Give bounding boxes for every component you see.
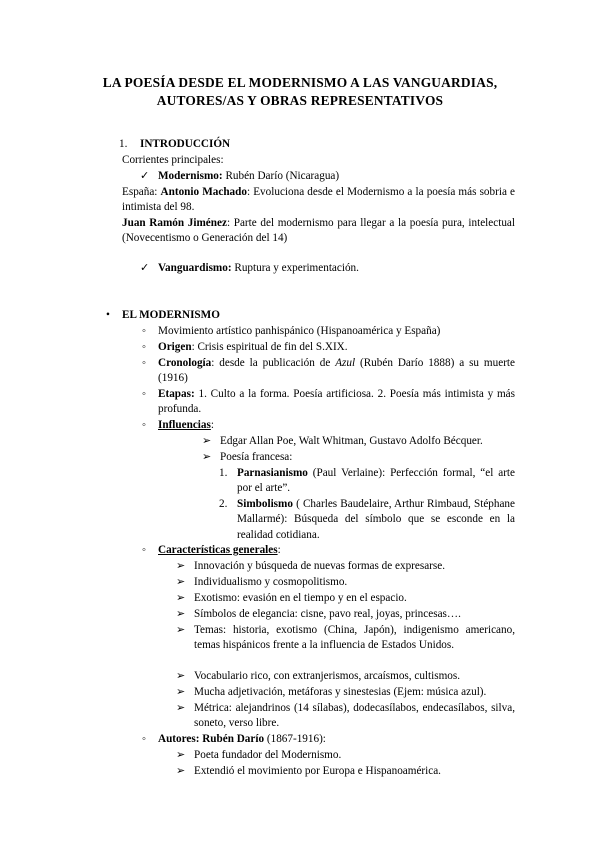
- arrow-bullet-icon: ➢: [202, 435, 212, 447]
- circle-bullet-icon: ◦: [142, 388, 146, 400]
- cronologia-item: Cronología: desde la publicación de Azul (Rubén Darío 1888) a su muerte (1916): [158, 357, 515, 385]
- arrow-bullet-icon: ➢: [176, 608, 186, 620]
- arrow-bullet-icon: ➢: [176, 560, 186, 572]
- arrow-bullet-icon: ➢: [176, 670, 186, 682]
- movimiento-item: Movimiento artístico panhispánico (Hispanoamérica y España): [158, 325, 441, 337]
- check-icon: ✓: [140, 262, 150, 274]
- autor-item: Extendió el movimiento por Europa e Hispanoamérica.: [194, 765, 441, 777]
- parnasianismo-item: Parnasianismo (Paul Verlaine): Perfección formal, “el arte por el arte”.: [237, 467, 515, 495]
- modernismo-item: Modernismo: Rubén Darío (Nicaragua): [158, 170, 340, 182]
- arrow-bullet-icon: ➢: [176, 765, 186, 777]
- circle-bullet-icon: ◦: [142, 341, 146, 353]
- title-line-1: LA POESÍA DESDE EL MODERNISMO A LAS VANGUARDIAS,: [102, 75, 498, 90]
- origen-item: Origen: Crisis espiritual de fin del S.XIX.: [158, 341, 348, 353]
- circle-bullet-icon: ◦: [142, 357, 146, 369]
- bullet-icon: •: [106, 309, 110, 321]
- circle-bullet-icon: ◦: [142, 733, 146, 745]
- simbolismo-item: Simbolismo ( Charles Baudelaire, Arthur Rimbaud, Stéphane Mallarmé): Búsqueda del símbolo que se esconde en la realidad cotidiana.: [237, 498, 515, 541]
- arrow-bullet-icon: ➢: [176, 624, 186, 636]
- caracteristica-item: Mucha adjetivación, metáforas y sinestesias (Ejem: música azul).: [194, 686, 487, 698]
- circle-bullet-icon: ◦: [142, 544, 146, 556]
- caracteristica-item: Innovación y búsqueda de nuevas formas de expresarse.: [194, 560, 446, 572]
- caracteristica-item: Temas: historia, exotismo (China, Japón), indigenismo americano, temas hispánicos frente a la influencia de Estados Unidos.: [194, 624, 515, 652]
- caracteristicas-item: Características generales:: [158, 544, 281, 556]
- autores-item: Autores: Rubén Darío (1867-1916):: [158, 733, 326, 745]
- arrow-bullet-icon: ➢: [176, 702, 186, 714]
- title-line-2: AUTORES/AS Y OBRAS REPRESENTATIVOS: [156, 93, 444, 108]
- machado-paragraph: España: Antonio Machado: Evoluciona desde el Modernismo a la poesía más sobria e intimista del 98.: [122, 186, 516, 214]
- list-number: 1.: [219, 467, 228, 479]
- arrow-bullet-icon: ➢: [176, 592, 186, 604]
- caracteristica-item: Individualismo y cosmopolitismo.: [194, 576, 348, 588]
- arrow-bullet-icon: ➢: [176, 686, 186, 698]
- circle-bullet-icon: ◦: [142, 419, 146, 431]
- arrow-bullet-icon: ➢: [202, 451, 212, 463]
- section-heading-modernismo: EL MODERNISMO: [122, 309, 220, 321]
- jimenez-paragraph: Juan Ramón Jiménez: Parte del modernismo para llegar a la poesía pura, intelectual (Novecentismo o Generación del 14): [122, 217, 515, 245]
- influencia-item: Edgar Allan Poe, Walt Whitman, Gustavo Adolfo Bécquer.: [220, 435, 483, 447]
- arrow-bullet-icon: ➢: [176, 576, 186, 588]
- influencias-item: Influencias:: [158, 419, 214, 431]
- caracteristica-item: Símbolos de elegancia: cisne, pavo real, joyas, princesas….: [194, 608, 461, 620]
- influencia-item: Poesía francesa:: [220, 451, 293, 463]
- check-icon: ✓: [140, 170, 150, 182]
- caracteristica-item: Vocabulario rico, con extranjerismos, arcaísmos, cultismos.: [194, 670, 461, 682]
- circle-bullet-icon: ◦: [142, 325, 146, 337]
- caracteristica-item: Métrica: alejandrinos (14 sílabas), dodecasílabos, endecasílabos, silva, soneto, verso libre.: [194, 702, 515, 730]
- corrientes-label: Corrientes principales:: [122, 154, 224, 166]
- document-title: [60, 74, 540, 110]
- vanguardismo-item: Vanguardismo: Ruptura y experimentación.: [158, 262, 359, 274]
- caracteristica-item: Exotismo: evasión en el tiempo y en el espacio.: [194, 592, 407, 604]
- list-number: 2.: [219, 498, 228, 510]
- section-heading-introduccion: INTRODUCCIÓN: [140, 138, 231, 150]
- autor-item: Poeta fundador del Modernismo.: [194, 749, 342, 761]
- etapas-item: Etapas: 1. Culto a la forma. Poesía artificiosa. 2. Poesía más intimista y más profunda.: [158, 388, 515, 416]
- arrow-bullet-icon: ➢: [176, 749, 186, 761]
- section-number-1: 1.: [119, 138, 128, 150]
